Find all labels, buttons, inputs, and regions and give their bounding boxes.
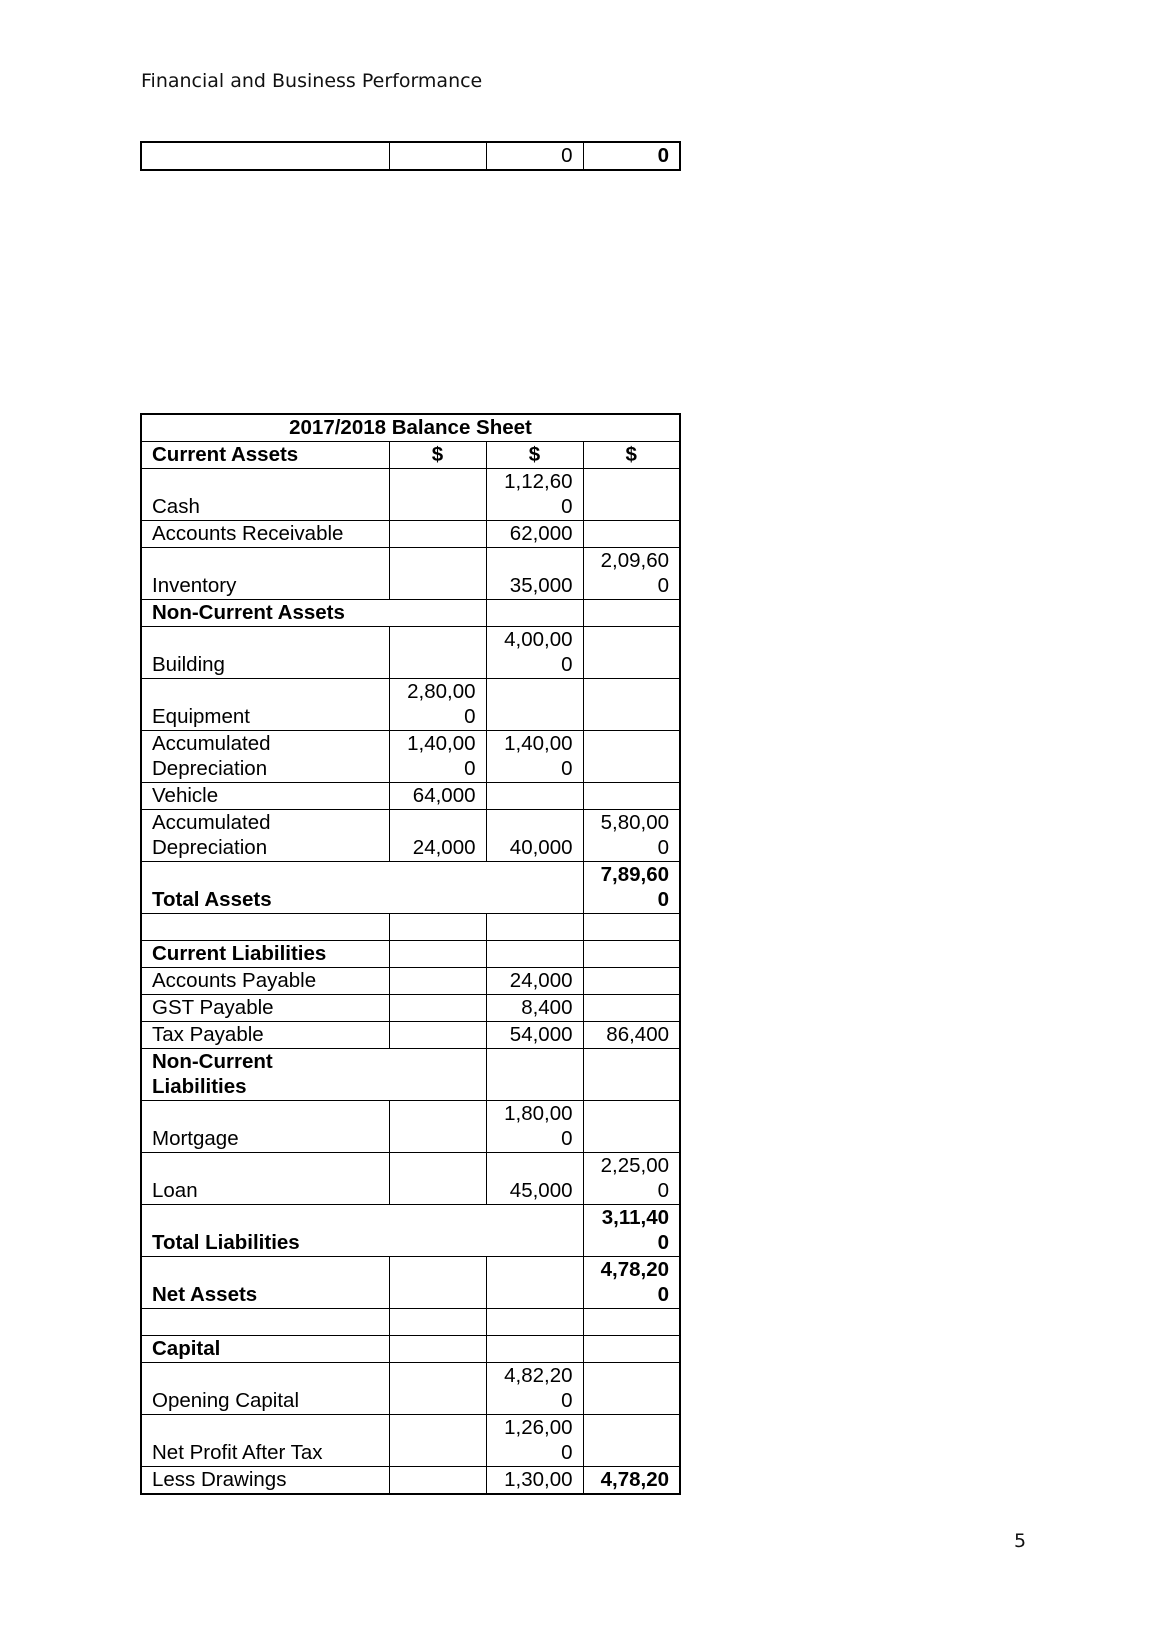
table-cell: 0 [486, 142, 583, 170]
table-row [141, 627, 680, 679]
table-row [141, 1101, 680, 1153]
section-heading: Capital [141, 1336, 389, 1363]
table-row [141, 731, 680, 783]
total-label: Net Assets [141, 1257, 389, 1309]
table-cell [486, 600, 583, 627]
table-cell [389, 469, 486, 521]
table-cell [389, 1309, 486, 1336]
table-cell [389, 1101, 486, 1153]
table-cell: 54,000 [486, 1022, 583, 1049]
row-label: Loan [141, 1153, 389, 1205]
table-cell [389, 1415, 486, 1467]
table-row [141, 1467, 680, 1495]
row-label: Mortgage [141, 1101, 389, 1153]
table-cell [583, 1415, 680, 1467]
table-cell [583, 469, 680, 521]
table-row [141, 1415, 680, 1467]
table-row [141, 1049, 680, 1101]
table-cell [389, 1467, 486, 1495]
table-row [141, 679, 680, 731]
table-cell [583, 627, 680, 679]
total-label: Total Assets [141, 862, 583, 914]
table-cell [389, 914, 486, 941]
table-cell [141, 1309, 389, 1336]
table-cell: 1,26,00 0 [486, 1415, 583, 1467]
table-cell [389, 548, 486, 600]
section-heading: Current Liabilities [141, 941, 389, 968]
table-cell [141, 914, 389, 941]
table-cell: 1,80,00 0 [486, 1101, 583, 1153]
table-row [141, 968, 680, 995]
section-heading-text: Non-Current Liabilities [152, 1050, 273, 1098]
table-cell [583, 1363, 680, 1415]
table-cell [583, 731, 680, 783]
table-cell [583, 1336, 680, 1363]
table-cell: 2,09,60 0 [583, 548, 680, 600]
table-cell [583, 914, 680, 941]
table-cell [583, 995, 680, 1022]
table-cell: 1,12,60 0 [486, 469, 583, 521]
table-cell [486, 1049, 583, 1101]
table-cell: 24,000 [389, 810, 486, 862]
currency-header: $ [389, 442, 486, 469]
table-cell: 40,000 [486, 810, 583, 862]
table-row [141, 995, 680, 1022]
table-cell: 2,25,00 0 [583, 1153, 680, 1205]
table-cell [583, 968, 680, 995]
currency-header: $ [486, 442, 583, 469]
table-cell [389, 142, 486, 170]
page-number: 5 [1014, 1530, 1027, 1552]
table-cell [583, 679, 680, 731]
section-heading: Non-Current Assets [141, 600, 486, 627]
row-label: Accumulated Depreciation [141, 810, 389, 862]
table-cell: 2,80,00 0 [389, 679, 486, 731]
table-cell [486, 1336, 583, 1363]
table-title-row [141, 414, 680, 442]
table-cell [389, 1363, 486, 1415]
document-header: Financial and Business Performance [141, 70, 483, 92]
table-header-row [141, 442, 680, 469]
table-row [141, 548, 680, 600]
carryover-table [140, 141, 681, 171]
table-row [141, 469, 680, 521]
table-cell: 24,000 [486, 968, 583, 995]
table-row [141, 600, 680, 627]
table-cell [389, 521, 486, 548]
table-cell [389, 968, 486, 995]
row-label: Accounts Payable [141, 968, 389, 995]
table-row [141, 1336, 680, 1363]
table-cell [389, 941, 486, 968]
table-cell [583, 600, 680, 627]
row-label: Accounts Receivable [141, 521, 389, 548]
table-cell: 1,30,00 [486, 1467, 583, 1495]
table-row [141, 941, 680, 968]
row-label: Net Profit After Tax [141, 1415, 389, 1467]
row-label: Inventory [141, 548, 389, 600]
table-cell: 64,000 [389, 783, 486, 810]
row-label: Accumulated Depreciation [141, 731, 389, 783]
row-label: Building [141, 627, 389, 679]
table-title: 2017/2018 Balance Sheet [141, 414, 680, 442]
table-cell: 86,400 [583, 1022, 680, 1049]
table-row [141, 1153, 680, 1205]
table-cell [141, 142, 389, 170]
table-row [141, 142, 680, 170]
table-row [141, 1205, 680, 1257]
table-row [141, 1309, 680, 1336]
table-row [141, 1022, 680, 1049]
table-cell: 4,00,00 0 [486, 627, 583, 679]
balance-sheet-table [140, 413, 681, 1495]
total-value: 4,78,20 [583, 1467, 680, 1495]
table-cell [389, 995, 486, 1022]
table-cell [583, 1101, 680, 1153]
section-heading [141, 1049, 486, 1101]
table-cell [486, 679, 583, 731]
table-row [141, 810, 680, 862]
table-cell: 0 [583, 142, 680, 170]
table-cell [389, 1022, 486, 1049]
table-cell: 62,000 [486, 521, 583, 548]
table-cell [389, 1153, 486, 1205]
table-cell [389, 1257, 486, 1309]
row-label: Equipment [141, 679, 389, 731]
table-cell [583, 783, 680, 810]
table-row [141, 783, 680, 810]
table-cell [389, 1336, 486, 1363]
table-cell: 35,000 [486, 548, 583, 600]
section-heading: Current Assets [141, 442, 389, 469]
total-label: Total Liabilities [141, 1205, 583, 1257]
table-cell: 1,40,00 0 [486, 731, 583, 783]
table-cell: 1,40,00 0 [389, 731, 486, 783]
table-cell [486, 1257, 583, 1309]
table-cell [389, 627, 486, 679]
table-row [141, 862, 680, 914]
table-row [141, 1363, 680, 1415]
currency-header: $ [583, 442, 680, 469]
table-cell [583, 1309, 680, 1336]
table-row [141, 914, 680, 941]
table-cell [583, 941, 680, 968]
table-cell: 4,82,20 0 [486, 1363, 583, 1415]
table-cell [486, 914, 583, 941]
row-label: GST Payable [141, 995, 389, 1022]
table-cell: 8,400 [486, 995, 583, 1022]
table-cell [486, 783, 583, 810]
row-label: Cash [141, 469, 389, 521]
table-cell: 45,000 [486, 1153, 583, 1205]
total-value: 3,11,40 0 [583, 1205, 680, 1257]
table-cell [486, 1309, 583, 1336]
table-row [141, 521, 680, 548]
row-label: Opening Capital [141, 1363, 389, 1415]
table-cell: 5,80,00 0 [583, 810, 680, 862]
total-value: 7,89,60 0 [583, 862, 680, 914]
total-value: 4,78,20 0 [583, 1257, 680, 1309]
table-cell [486, 941, 583, 968]
table-cell [583, 1049, 680, 1101]
row-label: Less Drawings [141, 1467, 389, 1495]
row-label: Tax Payable [141, 1022, 389, 1049]
table-row [141, 1257, 680, 1309]
row-label: Vehicle [141, 783, 389, 810]
table-cell [583, 521, 680, 548]
